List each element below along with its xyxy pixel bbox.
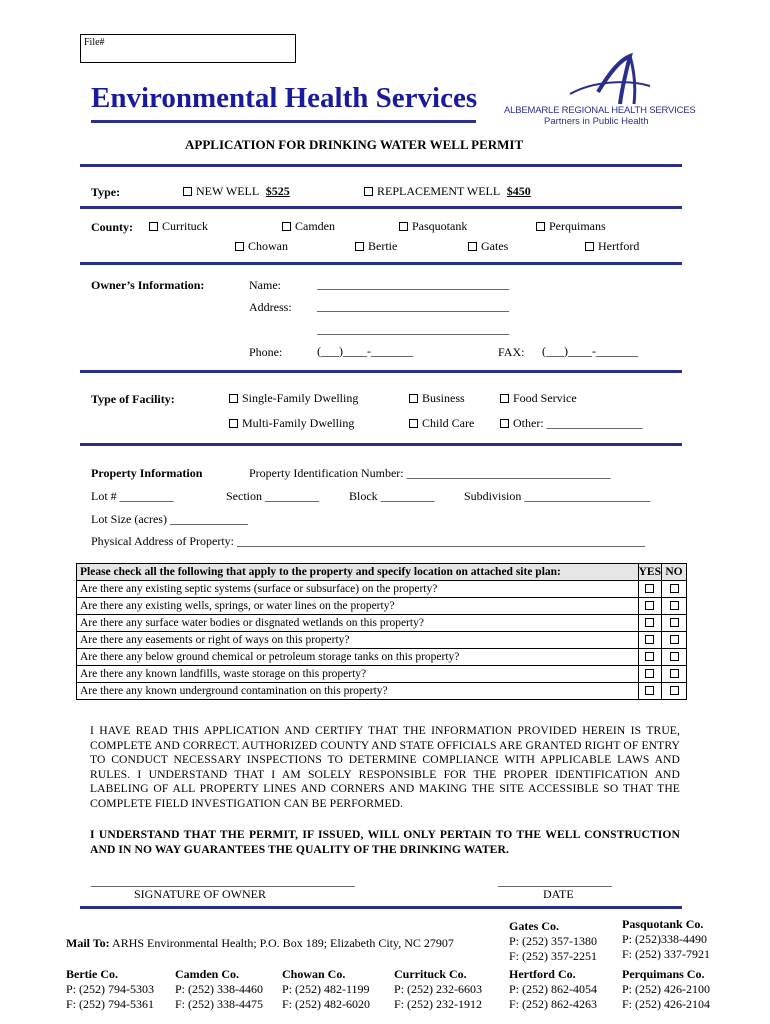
county-hertford[interactable] — [585, 239, 639, 254]
facility-label: Type of Facility: — [91, 392, 175, 406]
office-fax: F: (252) 337-7921 — [622, 947, 710, 961]
property-section-field[interactable]: Section _________ — [226, 489, 319, 503]
owner-address-label: Address: — [249, 300, 292, 314]
date-field[interactable]: ___________________ — [498, 874, 612, 888]
office-fax: F: (252) 482-6020 — [282, 997, 370, 1011]
no-checkbox[interactable] — [670, 669, 679, 678]
no-checkbox[interactable] — [670, 601, 679, 610]
checkbox[interactable] — [229, 419, 238, 428]
facility-child-care[interactable] — [409, 416, 474, 431]
checkbox[interactable] — [364, 187, 373, 196]
facility-option-label: Single-Family Dwelling — [242, 391, 359, 405]
table-row — [77, 632, 687, 649]
facility-multi-family[interactable] — [229, 416, 354, 431]
type-new-well-price: $525 — [265, 184, 290, 198]
office-perquimans — [622, 967, 710, 1012]
signature-label: SIGNATURE OF OWNER — [134, 887, 266, 901]
file-number-field[interactable] — [80, 34, 296, 63]
owner-fax-field[interactable]: (___)____-_______ — [542, 344, 638, 358]
office-currituck — [394, 967, 482, 1012]
permit-note: I UNDERSTAND THAT THE PERMIT, IF ISSUED, WILL ONLY PERTAIN TO THE WELL CONSTRUCTION AND IN NO WAY GUARANTEES THE QUALITY OF THE DRINKING WATER. — [90, 828, 680, 856]
facility-option-label: Business — [422, 391, 465, 405]
county-camden[interactable] — [282, 219, 335, 234]
checkbox[interactable] — [585, 242, 594, 251]
yes-checkbox[interactable] — [645, 601, 654, 610]
county-chowan[interactable] — [235, 239, 288, 254]
facility-food-service[interactable] — [500, 391, 577, 406]
facility-rule — [80, 443, 682, 446]
county-option-label: Camden — [295, 219, 335, 233]
owner-rule — [80, 370, 682, 373]
office-name: Currituck Co. — [394, 967, 467, 981]
type-new-well-label: NEW WELL — [196, 184, 259, 198]
no-checkbox[interactable] — [670, 584, 679, 593]
facility-option-label: Other: ________________ — [513, 416, 643, 430]
yes-checkbox[interactable] — [645, 686, 654, 695]
property-label: Property Information — [91, 466, 203, 480]
mail-to — [66, 936, 454, 951]
no-checkbox[interactable] — [670, 618, 679, 627]
question-text: Are there any easements or right of ways on this property? — [77, 632, 639, 649]
yes-checkbox[interactable] — [645, 652, 654, 661]
office-name: Camden Co. — [175, 967, 240, 981]
question-text: Are there any known underground contamination on this property? — [77, 683, 639, 700]
owner-phone-label: Phone: — [249, 345, 283, 359]
county-option-label: Bertie — [368, 239, 398, 253]
county-option-label: Hertford — [598, 239, 640, 253]
logo-line1: ALBEMARLE REGIONAL HEALTH SERVICES — [504, 105, 696, 116]
question-text: Are there any below ground chemical or petroleum storage tanks on this property? — [77, 649, 639, 666]
checkbox[interactable] — [468, 242, 477, 251]
file-number-label: File# — [84, 37, 105, 48]
office-name: Bertie Co. — [66, 967, 118, 981]
office-chowan — [282, 967, 370, 1012]
arhs-logo — [500, 52, 700, 132]
county-currituck[interactable] — [149, 219, 208, 234]
checkbox[interactable] — [149, 222, 158, 231]
property-pin-field[interactable]: Property Identification Number: __________________________________ — [249, 466, 611, 480]
owner-phone-field[interactable]: (___)____-_______ — [317, 344, 413, 358]
office-name: Gates Co. — [509, 919, 559, 933]
checkbox[interactable] — [409, 394, 418, 403]
checkbox[interactable] — [183, 187, 192, 196]
office-fax: F: (252) 232-1912 — [394, 997, 482, 1011]
signature-rule — [80, 906, 682, 909]
type-replacement-price: $450 — [506, 184, 531, 198]
table-row — [77, 666, 687, 683]
checkbox[interactable] — [355, 242, 364, 251]
yes-checkbox[interactable] — [645, 635, 654, 644]
owner-name-label: Name: — [249, 278, 281, 292]
subtitle-rule — [80, 164, 682, 167]
checkbox[interactable] — [282, 222, 291, 231]
office-name: Pasquotank Co. — [622, 917, 704, 931]
yes-checkbox[interactable] — [645, 669, 654, 678]
checkbox[interactable] — [500, 394, 509, 403]
office-fax: F: (252) 357-2251 — [509, 949, 597, 963]
office-name: Chowan Co. — [282, 967, 346, 981]
date-label: DATE — [543, 887, 574, 901]
county-pasquotank[interactable] — [399, 219, 467, 234]
type-new-well[interactable] — [183, 184, 290, 199]
question-text: Are there any existing wells, springs, or water lines on the property? — [77, 598, 639, 615]
owner-label: Owner’s Information: — [91, 278, 205, 292]
type-rule — [80, 206, 682, 209]
office-bertie — [66, 967, 154, 1012]
office-fax: F: (252) 862-4263 — [509, 997, 597, 1011]
office-fax: F: (252) 338-4475 — [175, 997, 263, 1011]
yes-checkbox[interactable] — [645, 618, 654, 627]
page-title: Environmental Health Services — [91, 82, 478, 114]
county-gates[interactable] — [468, 239, 508, 254]
form-subtitle: APPLICATION FOR DRINKING WATER WELL PERMIT — [185, 137, 524, 152]
logo-line2: Partners in Public Health — [544, 116, 649, 127]
office-fax: F: (252) 794-5361 — [66, 997, 154, 1011]
owner-fax-label: FAX: — [498, 345, 525, 359]
office-pasquotank — [622, 917, 710, 962]
no-checkbox[interactable] — [670, 635, 679, 644]
county-option-label: Pasquotank — [412, 219, 468, 233]
property-lot-field[interactable]: Lot # _________ — [91, 489, 174, 503]
property-block-field[interactable]: Block _________ — [349, 489, 435, 503]
office-phone: P: (252) 482-1199 — [282, 982, 370, 996]
county-option-label: Currituck — [162, 219, 208, 233]
checkbox[interactable] — [536, 222, 545, 231]
county-bertie[interactable] — [355, 239, 397, 254]
county-option-label: Perquimans — [549, 219, 606, 233]
mail-to-address: ARHS Environmental Health; P.O. Box 189; Elizabeth City, NC 27907 — [112, 936, 454, 950]
office-name: Hertford Co. — [509, 967, 576, 981]
table-row — [77, 649, 687, 666]
certification-text: I HAVE READ THIS APPLICATION AND CERTIFY THAT THE INFORMATION PROVIDED HEREIN IS TRUE, COMPLETE AND CORRECT. AUTHORIZED COUNTY AND STATE OFFICIALS ARE GRANTED RIGHT OF ENTRY TO CONDUCT NECESSARY INSPECTIONS TO DETERMINE COMPLIANCE WITH APPLICABLE LAWS AND RULES. I UNDERSTAND THAT I AM SOLELY RESPONSIBLE FOR THE PROPER IDENTIFICATION AND LABELING OF ALL PROPERTY LINES AND CORNERS AND MAKING THE SITE ACCESSIBLE SO THAT THE COMPLETE FIELD INVESTIGATION CAN BE PERFORMED. — [90, 724, 680, 810]
owner-address-field-1[interactable]: ________________________________ — [317, 299, 509, 313]
question-text: Are there any surface water bodies or disgnated wetlands on this property? — [77, 615, 639, 632]
office-phone: P: (252)338-4490 — [622, 932, 707, 946]
question-text: Are there any known landfills, waste storage on this property? — [77, 666, 639, 683]
table-row — [77, 598, 687, 615]
checkbox[interactable] — [500, 419, 509, 428]
checkbox[interactable] — [409, 419, 418, 428]
office-phone: P: (252) 232-6603 — [394, 982, 482, 996]
office-hertford — [509, 967, 597, 1012]
table-row — [77, 581, 687, 598]
county-rule — [80, 262, 682, 265]
table-row — [77, 615, 687, 632]
office-phone: P: (252) 794-5303 — [66, 982, 154, 996]
property-subdivision-field[interactable]: Subdivision _____________________ — [464, 489, 651, 503]
checkbox[interactable] — [229, 394, 238, 403]
no-checkbox[interactable] — [670, 652, 679, 661]
checkbox[interactable] — [399, 222, 408, 231]
owner-name-field[interactable]: ________________________________ — [317, 277, 509, 291]
title-underline — [91, 120, 476, 123]
office-gates — [509, 919, 597, 964]
type-replacement-well[interactable] — [364, 184, 531, 199]
questions-header: Please check all the following that apply to the property and specify location on attached site plan: — [77, 564, 639, 581]
office-phone: P: (252) 338-4460 — [175, 982, 263, 996]
no-header: NO — [662, 564, 687, 581]
facility-option-label: Food Service — [513, 391, 577, 405]
owner-address-field-2[interactable]: ________________________________ — [317, 322, 509, 336]
facility-option-label: Child Care — [422, 416, 475, 430]
no-checkbox[interactable] — [670, 686, 679, 695]
facility-single-family[interactable] — [229, 391, 358, 406]
county-perquimans[interactable] — [536, 219, 606, 234]
type-replacement-label: REPLACEMENT WELL — [377, 184, 500, 198]
office-phone: P: (252) 357-1380 — [509, 934, 597, 948]
yes-header: YES — [638, 564, 661, 581]
signature-field[interactable]: ____________________________________________ — [91, 874, 355, 888]
facility-business[interactable] — [409, 391, 465, 406]
site-questions-table — [76, 563, 687, 700]
office-name: Perquimans Co. — [622, 967, 705, 981]
office-phone: P: (252) 862-4054 — [509, 982, 597, 996]
table-header — [77, 564, 687, 581]
office-camden — [175, 967, 263, 1012]
county-label: County: — [91, 220, 134, 234]
yes-checkbox[interactable] — [645, 584, 654, 593]
table-row — [77, 683, 687, 700]
property-lot-size-field[interactable]: Lot Size (acres) _____________ — [91, 512, 248, 526]
facility-other[interactable] — [500, 416, 643, 431]
property-address-field[interactable]: Physical Address of Property: ____________________________________________________________________ — [91, 534, 645, 548]
facility-option-label: Multi-Family Dwelling — [242, 416, 355, 430]
county-option-label: Gates — [481, 239, 509, 253]
mail-to-label: Mail To: — [66, 936, 110, 950]
type-label: Type: — [91, 185, 121, 199]
county-option-label: Chowan — [248, 239, 288, 253]
office-phone: P: (252) 426-2100 — [622, 982, 710, 996]
question-text: Are there any existing septic systems (surface or subsurface) on the property? — [77, 581, 639, 598]
checkbox[interactable] — [235, 242, 244, 251]
office-fax: F: (252) 426-2104 — [622, 997, 710, 1011]
